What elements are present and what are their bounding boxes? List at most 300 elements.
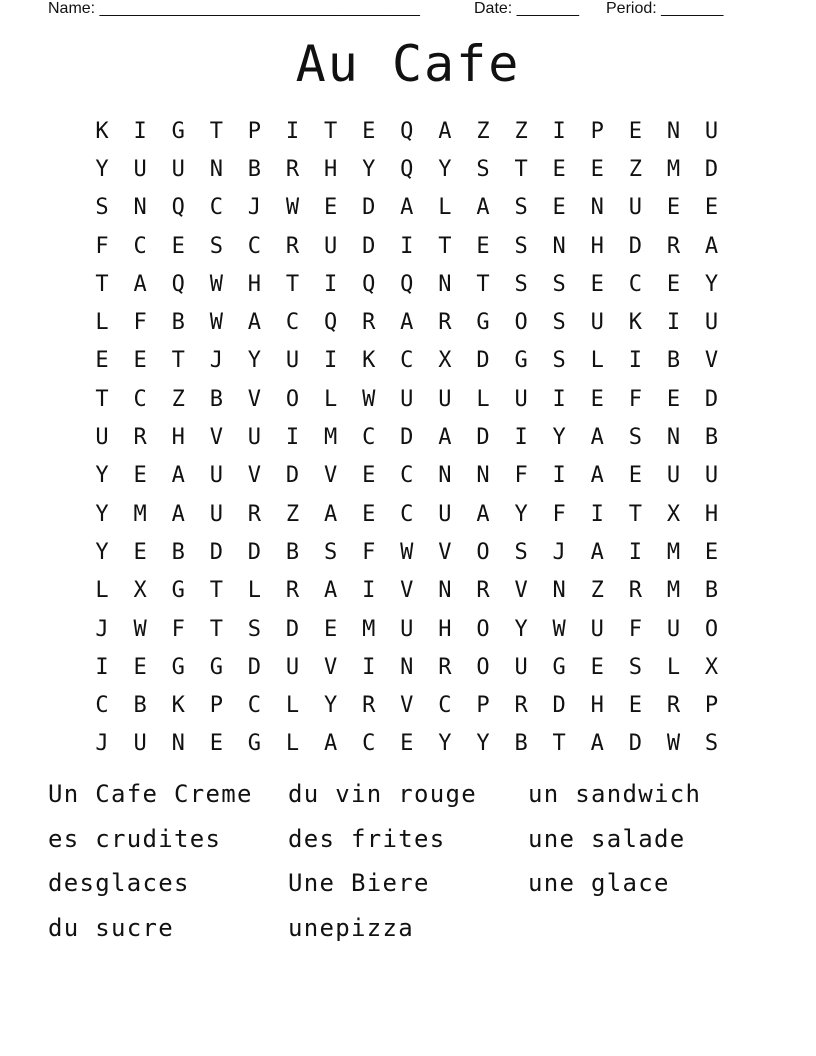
grid-letter: A <box>171 463 185 489</box>
grid-letter: R <box>514 693 528 719</box>
grid-letter: R <box>285 156 300 182</box>
grid-letter: Z <box>285 501 300 527</box>
grid-letter: I <box>323 271 338 297</box>
grid-letter: G <box>171 654 185 680</box>
word-bank-item: du sucre <box>48 913 174 942</box>
grid-letter: T <box>323 118 338 144</box>
grid-letter: X <box>666 501 681 527</box>
grid-letter: M <box>323 425 338 451</box>
grid-letter: Y <box>514 501 528 527</box>
grid-letter: G <box>171 118 185 144</box>
grid-letter: F <box>171 616 185 642</box>
grid-letter: Y <box>362 156 376 182</box>
grid-letter: G <box>476 310 490 336</box>
grid-letter: S <box>552 310 566 336</box>
grid-row <box>83 533 733 571</box>
grid-letter: H <box>590 693 604 719</box>
grid-letter: T <box>438 233 452 259</box>
grid-letter: W <box>552 616 566 642</box>
grid-letter: U <box>438 386 452 412</box>
grid-letter: U <box>666 463 681 489</box>
grid-row <box>83 380 733 418</box>
grid-letter: C <box>95 693 109 719</box>
word-bank-item: un sandwich <box>528 780 702 808</box>
grid-letter: R <box>628 578 642 604</box>
grid-letter: R <box>438 310 452 336</box>
grid-letter: R <box>476 578 490 604</box>
grid-letter: X <box>704 654 719 680</box>
grid-letter: D <box>628 233 642 259</box>
grid-letter: M <box>362 616 376 642</box>
grid-letter: U <box>209 463 223 489</box>
grid-letter: H <box>590 233 604 259</box>
grid-letter: D <box>285 616 300 642</box>
grid-letter: T <box>552 731 566 757</box>
grid-letter: D <box>362 195 376 221</box>
grid-letter: C <box>400 501 414 527</box>
grid-letter: C <box>362 425 376 451</box>
grid-letter: F <box>628 616 642 642</box>
grid-letter: Z <box>628 156 642 182</box>
grid-letter: X <box>133 578 147 604</box>
grid-letter: U <box>247 425 262 451</box>
grid-letter: S <box>209 233 223 259</box>
grid-letter: U <box>590 616 604 642</box>
grid-letter: X <box>438 348 452 374</box>
word-bank-item: du vin rouge <box>288 780 477 808</box>
grid-letter: I <box>362 578 376 604</box>
grid-letter: I <box>95 654 109 680</box>
grid-letter: T <box>171 348 185 374</box>
grid-letter: N <box>438 578 452 604</box>
grid-letter: E <box>552 156 566 182</box>
grid-letter: E <box>590 654 604 680</box>
grid-letter: V <box>400 693 414 719</box>
grid-row <box>83 189 733 227</box>
grid-letter: Q <box>171 271 185 297</box>
grid-letter: E <box>590 386 604 412</box>
grid-letter: Y <box>704 271 719 297</box>
grid-letter: U <box>704 463 719 489</box>
grid-letter: Q <box>323 310 338 336</box>
grid-letter: O <box>285 386 300 412</box>
word-search-grid <box>83 112 733 763</box>
grid-letter: Y <box>438 731 452 757</box>
grid-letter: A <box>400 310 414 336</box>
grid-letter: E <box>590 156 604 182</box>
grid-letter: S <box>628 425 642 451</box>
grid-letter: D <box>247 654 262 680</box>
grid-letter: O <box>704 616 719 642</box>
grid-letter: S <box>514 271 528 297</box>
grid-letter: I <box>628 539 642 565</box>
grid-letter: W <box>133 616 147 642</box>
grid-letter: H <box>247 271 262 297</box>
grid-letter: E <box>628 463 642 489</box>
grid-letter: U <box>323 233 338 259</box>
grid-letter: N <box>552 233 566 259</box>
grid-letter: Y <box>95 539 109 565</box>
word-bank-item: es crudites <box>48 824 222 853</box>
grid-letter: A <box>590 731 604 757</box>
grid-letter: Q <box>362 271 376 297</box>
grid-letter: R <box>666 233 681 259</box>
grid-letter: A <box>704 233 719 259</box>
grid-letter: N <box>209 156 223 182</box>
grid-letter: V <box>514 578 528 604</box>
grid-letter: B <box>171 539 185 565</box>
grid-letter: U <box>590 310 604 336</box>
grid-letter: D <box>704 156 719 182</box>
grid-letter: F <box>133 310 147 336</box>
grid-letter: I <box>323 348 338 374</box>
grid-letter: L <box>95 578 109 604</box>
grid-letter: S <box>514 233 528 259</box>
grid-letter: I <box>552 386 566 412</box>
grid-letter: U <box>133 156 147 182</box>
grid-letter: M <box>666 539 681 565</box>
grid-letter: V <box>209 425 223 451</box>
grid-letter: R <box>362 693 376 719</box>
puzzle-title: Au Cafe <box>295 35 521 93</box>
grid-letter: E <box>552 195 566 221</box>
grid-letter: E <box>362 118 376 144</box>
word-bank-item: Un Cafe Creme <box>48 780 253 808</box>
word-bank-item: une salade <box>528 824 686 853</box>
grid-letter: W <box>209 310 223 336</box>
grid-letter: S <box>476 156 490 182</box>
grid-letter: S <box>323 539 338 565</box>
grid-letter: J <box>209 348 223 374</box>
grid-letter: U <box>514 386 528 412</box>
grid-letter: C <box>400 348 414 374</box>
grid-letter: W <box>400 539 414 565</box>
grid-letter: E <box>133 463 147 489</box>
grid-letter: G <box>552 654 566 680</box>
grid-letter: E <box>133 348 147 374</box>
grid-letter: U <box>209 501 223 527</box>
grid-letter: N <box>438 271 452 297</box>
grid-letter: U <box>628 195 642 221</box>
grid-letter: Y <box>323 693 338 719</box>
grid-letter: A <box>590 425 604 451</box>
grid-letter: T <box>285 271 300 297</box>
grid-letter: E <box>590 271 604 297</box>
grid-letter: P <box>590 118 604 144</box>
grid-letter: C <box>400 463 414 489</box>
grid-letter: L <box>476 386 490 412</box>
grid-letter: B <box>285 539 300 565</box>
grid-letter: A <box>323 501 338 527</box>
grid-letter: B <box>247 156 262 182</box>
grid-letter: O <box>476 539 490 565</box>
grid-letter: D <box>552 693 566 719</box>
grid-letter: Y <box>95 501 109 527</box>
grid-letter: R <box>438 654 452 680</box>
word-bank-item: une glace <box>528 869 670 897</box>
grid-letter: B <box>704 578 719 604</box>
grid-letter: U <box>133 731 147 757</box>
grid-letter: D <box>247 539 262 565</box>
grid-letter: U <box>704 310 719 336</box>
grid-letter: R <box>362 310 376 336</box>
grid-letter: L <box>285 693 300 719</box>
grid-letter: E <box>400 731 414 757</box>
grid-letter: S <box>514 539 528 565</box>
grid-letter: A <box>247 310 262 336</box>
grid-letter: U <box>514 654 528 680</box>
grid-letter: C <box>362 731 376 757</box>
grid-letter: I <box>285 425 300 451</box>
grid-letter: T <box>209 118 223 144</box>
grid-letter: C <box>247 693 262 719</box>
grid-letter: L <box>95 310 109 336</box>
grid-letter: C <box>628 271 642 297</box>
grid-row <box>83 686 733 724</box>
grid-letter: O <box>476 654 490 680</box>
grid-letter: T <box>476 271 490 297</box>
grid-letter: L <box>285 731 300 757</box>
grid-letter: H <box>171 425 185 451</box>
grid-letter: V <box>247 463 262 489</box>
grid-letter: Z <box>590 578 604 604</box>
grid-letter: E <box>628 693 642 719</box>
grid-letter: E <box>171 233 185 259</box>
worksheet-header <box>48 0 768 20</box>
grid-letter: Y <box>476 731 490 757</box>
grid-letter: A <box>323 578 338 604</box>
grid-letter: D <box>476 348 490 374</box>
grid-letter: I <box>666 310 681 336</box>
grid-letter: S <box>95 195 109 221</box>
grid-letter: E <box>362 463 376 489</box>
grid-letter: E <box>666 271 681 297</box>
grid-letter: V <box>438 539 452 565</box>
grid-letter: N <box>171 731 185 757</box>
grid-letter: A <box>400 195 414 221</box>
grid-letter: U <box>285 654 300 680</box>
grid-row <box>83 457 733 495</box>
grid-letter: I <box>552 463 566 489</box>
grid-row <box>83 112 733 150</box>
grid-letter: E <box>628 118 642 144</box>
grid-letter: S <box>628 654 642 680</box>
grid-letter: M <box>666 578 681 604</box>
grid-letter: A <box>171 501 185 527</box>
grid-letter: V <box>323 463 338 489</box>
grid-letter: D <box>704 386 719 412</box>
grid-row <box>83 303 733 341</box>
word-bank-item: des frites <box>288 824 446 853</box>
grid-letter: B <box>171 310 185 336</box>
name-field-label: Name: ____________________________________ <box>48 0 420 17</box>
grid-letter: N <box>666 118 681 144</box>
grid-letter: W <box>209 271 223 297</box>
grid-letter: T <box>95 271 109 297</box>
grid-letter: E <box>323 616 338 642</box>
grid-letter: C <box>438 693 452 719</box>
grid-letter: S <box>552 348 566 374</box>
grid-letter: T <box>514 156 528 182</box>
grid-letter: A <box>323 731 338 757</box>
grid-letter: G <box>171 578 185 604</box>
grid-letter: W <box>362 386 376 412</box>
grid-letter: Y <box>95 463 109 489</box>
grid-letter: K <box>362 348 376 374</box>
grid-letter: H <box>704 501 719 527</box>
grid-letter: B <box>514 731 528 757</box>
grid-letter: D <box>285 463 300 489</box>
grid-letter: L <box>590 348 604 374</box>
grid-letter: Y <box>95 156 109 182</box>
grid-letter: F <box>514 463 528 489</box>
grid-letter: E <box>95 348 109 374</box>
grid-letter: J <box>552 539 566 565</box>
grid-letter: K <box>628 310 642 336</box>
grid-letter: F <box>628 386 642 412</box>
grid-letter: T <box>209 616 223 642</box>
grid-letter: Q <box>400 271 414 297</box>
grid-letter: A <box>476 501 490 527</box>
grid-letter: C <box>247 233 262 259</box>
grid-letter: P <box>476 693 490 719</box>
grid-letter: U <box>400 616 414 642</box>
grid-letter: E <box>362 501 376 527</box>
grid-letter: U <box>171 156 185 182</box>
grid-letter: N <box>666 425 681 451</box>
grid-letter: I <box>133 118 147 144</box>
grid-letter: U <box>666 616 681 642</box>
grid-row <box>83 150 733 188</box>
grid-letter: Z <box>514 118 528 144</box>
grid-row <box>83 572 733 610</box>
grid-letter: A <box>438 425 452 451</box>
grid-letter: C <box>133 233 147 259</box>
grid-letter: N <box>476 463 490 489</box>
grid-letter: R <box>666 693 681 719</box>
grid-row <box>83 610 733 648</box>
grid-letter: Y <box>438 156 452 182</box>
grid-letter: Q <box>171 195 185 221</box>
grid-letter: J <box>95 616 109 642</box>
grid-letter: L <box>247 578 262 604</box>
grid-letter: O <box>476 616 490 642</box>
grid-letter: I <box>552 118 566 144</box>
grid-letter: W <box>285 195 300 221</box>
grid-letter: U <box>400 386 414 412</box>
grid-letter: F <box>362 539 376 565</box>
grid-letter: D <box>400 425 414 451</box>
grid-letter: E <box>323 195 338 221</box>
grid-letter: T <box>209 578 223 604</box>
grid-letter: H <box>323 156 338 182</box>
grid-letter: U <box>438 501 452 527</box>
grid-letter: L <box>438 195 452 221</box>
grid-letter: E <box>476 233 490 259</box>
grid-letter: V <box>704 348 719 374</box>
grid-letter: V <box>400 578 414 604</box>
grid-letter: M <box>666 156 681 182</box>
grid-letter: S <box>514 195 528 221</box>
word-bank-item: unepizza <box>288 913 414 942</box>
grid-row <box>83 227 733 265</box>
grid-letter: G <box>247 731 262 757</box>
grid-letter: A <box>476 195 490 221</box>
grid-letter: A <box>133 271 147 297</box>
grid-letter: I <box>400 233 414 259</box>
grid-letter: E <box>133 539 147 565</box>
grid-row <box>83 725 733 763</box>
grid-letter: E <box>209 731 223 757</box>
grid-letter: C <box>133 386 147 412</box>
grid-letter: Y <box>552 425 566 451</box>
grid-letter: C <box>285 310 300 336</box>
grid-letter: N <box>133 195 147 221</box>
grid-letter: B <box>133 693 147 719</box>
grid-letter: P <box>247 118 262 144</box>
word-bank-item: desglaces <box>48 869 190 897</box>
grid-letter: H <box>438 616 452 642</box>
grid-letter: R <box>285 578 300 604</box>
grid-row <box>83 648 733 686</box>
grid-letter: D <box>628 731 642 757</box>
grid-letter: Z <box>476 118 490 144</box>
grid-letter: B <box>666 348 681 374</box>
grid-letter: Z <box>171 386 185 412</box>
grid-letter: S <box>552 271 566 297</box>
grid-letter: Y <box>247 348 262 374</box>
grid-letter: T <box>628 501 642 527</box>
date-field-label: Date: _______ <box>474 0 579 17</box>
grid-letter: N <box>438 463 452 489</box>
grid-letter: U <box>95 425 109 451</box>
grid-letter: V <box>323 654 338 680</box>
grid-letter: E <box>666 386 681 412</box>
grid-letter: R <box>247 501 262 527</box>
grid-letter: R <box>133 425 147 451</box>
grid-letter: D <box>362 233 376 259</box>
grid-letter: E <box>133 654 147 680</box>
grid-letter: Q <box>400 156 414 182</box>
grid-letter: K <box>95 118 109 144</box>
grid-letter: Y <box>514 616 528 642</box>
grid-letter: R <box>285 233 300 259</box>
grid-letter: A <box>590 539 604 565</box>
grid-letter: F <box>95 233 109 259</box>
grid-letter: W <box>666 731 681 757</box>
grid-letter: Q <box>400 118 414 144</box>
grid-letter: J <box>247 195 262 221</box>
grid-letter: N <box>400 654 414 680</box>
grid-letter: K <box>171 693 185 719</box>
grid-letter: J <box>95 731 109 757</box>
grid-letter: I <box>514 425 528 451</box>
grid-row <box>83 265 733 303</box>
grid-letter: I <box>628 348 642 374</box>
grid-letter: E <box>666 195 681 221</box>
word-bank-item: Une Biere <box>288 869 430 897</box>
grid-row <box>83 418 733 456</box>
grid-letter: P <box>209 693 223 719</box>
period-field-label: Period: _______ <box>606 0 724 17</box>
grid-letter: U <box>704 118 719 144</box>
grid-letter: U <box>285 348 300 374</box>
grid-letter: N <box>552 578 566 604</box>
grid-letter: F <box>552 501 566 527</box>
grid-letter: D <box>476 425 490 451</box>
word-bank <box>48 780 768 958</box>
grid-letter: I <box>285 118 300 144</box>
